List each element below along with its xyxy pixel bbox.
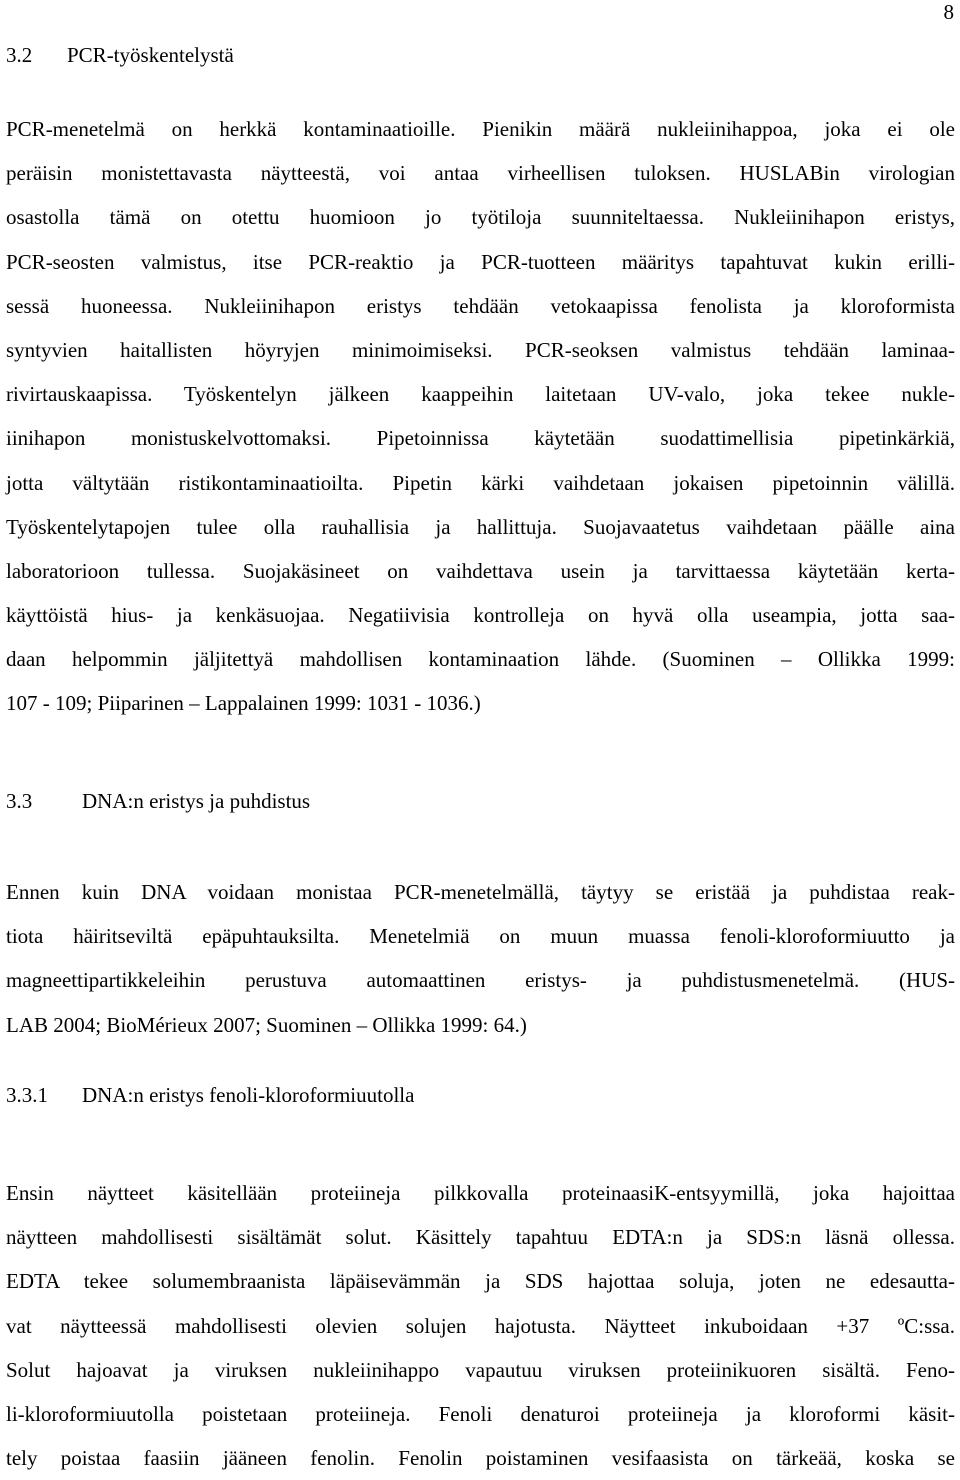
- paragraph-line: 107 - 109; Piiparinen – Lappalainen 1999: 1031 - 1036.): [6, 691, 481, 716]
- section-number: 3.2: [6, 43, 33, 67]
- paragraph-line: peräisin monistettavasta näytteestä, voi antaa virheellisen tuloksen. HUSLABin virologian: [6, 161, 955, 186]
- paragraph-line: sessä huoneessa. Nukleiinihapon eristys tehdään vetokaapissa fenolista ja kloroformista: [6, 293, 955, 318]
- section-paragraph: [6, 107, 955, 726]
- section-title: DNA:n eristys fenoli-kloroformiuutolla: [82, 1083, 415, 1107]
- paragraph-line: LAB 2004; BioMérieux 2007; Suominen – Ollikka 1999: 64.): [6, 1012, 527, 1037]
- paragraph-line: Työskentelytapojen tulee olla rauhallisia ja hallittuja. Suojavaatetus vaihdetaan päälle aina: [6, 514, 955, 539]
- paragraph-line: iinihapon monistuskelvottomaksi. Pipetoinnissa käytetään suodattimellisia pipetinkärkiä,: [6, 426, 955, 451]
- paragraph-line: PCR-seosten valmistus, itse PCR-reaktio ja PCR-tuotteen määritys tapahtuvat kukin erilli-: [6, 249, 955, 274]
- paragraph-line: EDTA tekee solumembraanista läpäisevämmän ja SDS hajottaa soluja, joten ne edesautta-: [6, 1269, 955, 1294]
- section-number: 3.3.1: [6, 1083, 48, 1107]
- section-paragraph: [6, 1171, 955, 1480]
- paragraph-line: vat näytteessä mahdollisesti olevien solujen hajotusta. Näytteet inkuboidaan +37 ºC:ssa.: [6, 1313, 955, 1338]
- paragraph-line: syntyvien haitallisten höyryjen minimoimiseksi. PCR-seoksen valmistus tehdään laminaa-: [6, 337, 955, 362]
- section-heading: [6, 787, 311, 815]
- paragraph-line: rivirtauskaapissa. Työskentelyn jälkeen kaappeihin laitetaan UV-valo, joka tekee nukle-: [6, 382, 955, 407]
- section-heading: [6, 1081, 415, 1109]
- paragraph-line: osastolla tämä on otettu huomioon jo työtiloja suunniteltaessa. Nukleiinihapon eristys,: [6, 205, 955, 230]
- paragraph-line: laboratorioon tullessa. Suojakäsineet on vaihdettava usein ja tarvittaessa käytetään kerta-: [6, 558, 955, 583]
- paragraph-line: PCR-menetelmä on herkkä kontaminaatioille. Pienikin määrä nukleiinihappoa, joka ei ole: [6, 117, 955, 141]
- paragraph-line: käyttöistä hius- ja kenkäsuojaa. Negatiivisia kontrolleja on hyvä olla useampia, jotta saa-: [6, 603, 955, 628]
- paragraph-line: Solut hajoavat ja viruksen nukleiinihappo vapautuu viruksen proteiinikuoren sisältä. Feno-: [6, 1357, 955, 1382]
- section-title: DNA:n eristys ja puhdistus: [82, 789, 311, 813]
- paragraph-line: näytteen mahdollisesti sisältämät solut. Käsittely tapahtuu EDTA:n ja SDS:n läsnä ollessa.: [6, 1225, 955, 1250]
- paragraph-line: Ennen kuin DNA voidaan monistaa PCR-menetelmällä, täytyy se eristää ja puhdistaa reak-: [6, 880, 955, 904]
- paragraph-line: daan helpommin jäljitettyä mahdollisen kontaminaation lähde. (Suominen – Ollikka 1999:: [6, 647, 955, 672]
- paragraph-line: magneettipartikkeleihin perustuva automaattinen eristys- ja puhdistusmenetelmä. (HUS-: [6, 968, 955, 993]
- page-number: 8: [943, 0, 954, 24]
- paragraph-line: tely poistaa faasiin jääneen fenolin. Fenolin poistaminen vesifaasista on tärkeää, koska se: [6, 1446, 955, 1471]
- paragraph-line: jotta vältytään ristikontaminaatioilta. Pipetin kärki vaihdetaan jokaisen pipetoinnin välillä.: [6, 470, 955, 495]
- paragraph-line: tiota häiritseviltä epäpuhtauksilta. Menetelmiä on muun muassa fenoli-kloroformiuutto ja: [6, 924, 955, 949]
- section-heading: [6, 41, 234, 69]
- section-number: 3.3: [6, 789, 33, 813]
- paragraph-line: li-kloroformiuutolla poistetaan proteiineja. Fenoli denaturoi proteiineja ja kloroformi käsit-: [6, 1401, 955, 1426]
- section-title: PCR-työskentelystä: [67, 43, 234, 67]
- section-paragraph: [6, 870, 955, 1047]
- paragraph-line: Ensin näytteet käsitellään proteiineja pilkkovalla proteinaasiK-entsyymillä, joka hajoittaa: [6, 1181, 955, 1205]
